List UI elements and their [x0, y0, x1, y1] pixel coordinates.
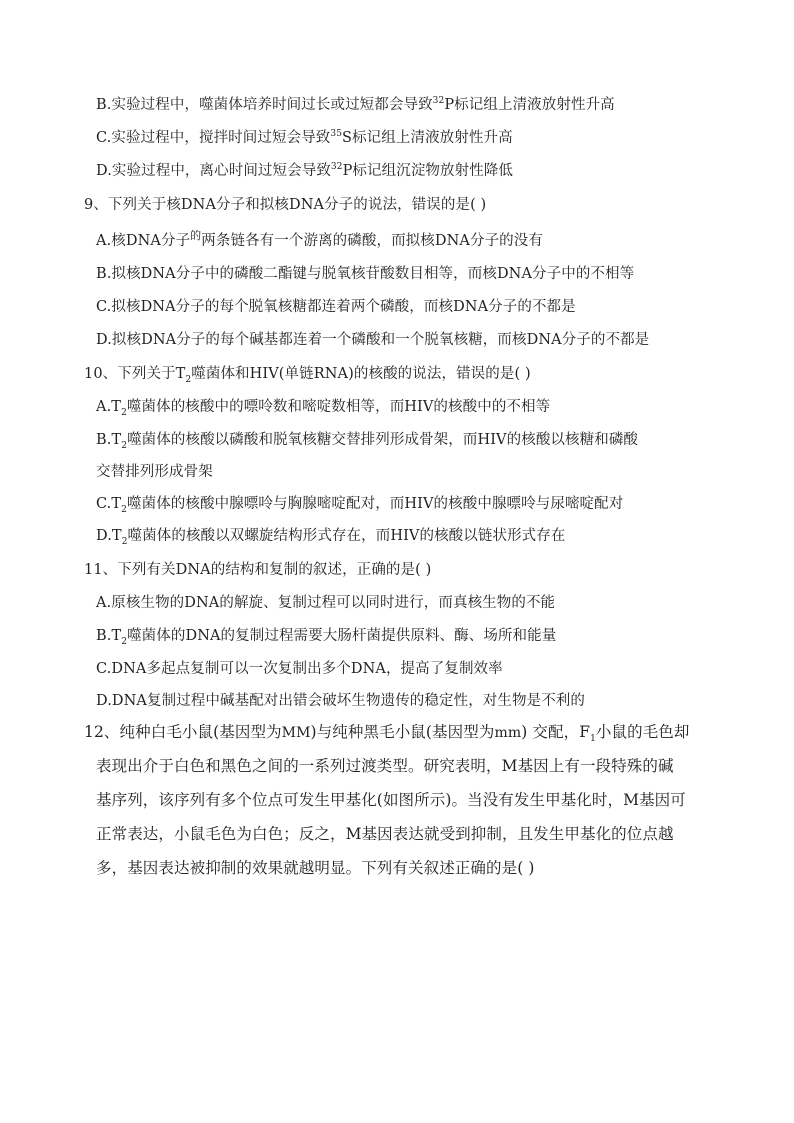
option-9c: C.拟核DNA分子的每个脱氧核糖都连着两个磷酸，而核DNA分子的不都是	[96, 299, 576, 315]
option-8d: D.实验过程中，离心时间过短会导致$^{32}$P标记组沉淀物放射性降低	[96, 162, 514, 179]
question-10-stem: 10、下列关于$T_2$噬菌体和HIV(单链RNA)的核酸的说法，错误的是( )	[84, 366, 531, 385]
question-9-stem: 9、下列关于核DNA分子和拟核DNA分子的说法，错误的是( )	[84, 197, 487, 213]
option-9a: A.核DNA分子$^的$两条链各有一个游离的磷酸，而拟核DNA分子的没有	[96, 229, 543, 249]
option-9d: D.拟核DNA分子的每个碱基都连着一个磷酸和一个脱氧核糖，而核DNA分子的不都是	[96, 332, 650, 348]
option-8b: B.实验过程中，噬菌体培养时间过长或过短都会导致$^{32}$P标记组上清液放射性升高	[96, 96, 615, 113]
option-8c: C.实验过程中，搅拌时间过短会导致$^{35}$S标记组上清液放射性升高	[96, 129, 513, 146]
option-11c: C.DNA多起点复制可以一次复制出多个DNA，提高了复制效率	[96, 661, 503, 677]
question-11-stem: 11、下列有关DNA的结构和复制的叙述，正确的是( )	[84, 562, 432, 578]
question-12-line-3: 基序列，该序列有多个位点可发生甲基化(如图所示)。当没有发生甲基化时，M基因可	[96, 791, 686, 809]
option-9b: B.拟核DNA分子中的磷酸二酯键与脱氧核苷酸数目相等，而核DNA分子中的不相等	[96, 266, 635, 282]
option-10d: $D.T_2$噬菌体的核酸以双螺旋结构形式存在，而HIV的核酸以链状形式存在	[96, 528, 566, 547]
question-12-line-1: 12、纯种白毛小鼠(基因型为MM)与纯种黑毛小鼠(基因型为mm) 交配，$F_1$小鼠的毛色却	[84, 723, 690, 745]
question-12-line-4: 正常表达，小鼠毛色为白色；反之，M基因表达就受到抑制，且发生甲基化的位点越	[96, 825, 674, 843]
option-10c: $C.T_2$噬菌体的核酸中腺嘌呤与胸腺嘧啶配对，而HIV的核酸中腺嘌呤与尿嘧啶配对	[96, 496, 624, 515]
question-12-line-5: 多，基因表达被抑制的效果就越明显。下列有关叙述正确的是( )	[96, 859, 535, 877]
option-11d: D.DNA复制过程中碱基配对出错会破坏生物遗传的稳定性，对生物是不利的	[96, 693, 585, 709]
option-10b: $B.T_2$噬菌体的核酸以磷酸和脱氧核糖交替排列形成骨架，而HIV的核酸以核糖和磷酸	[96, 432, 639, 451]
option-11b: $B.T_2$噬菌体的DNA的复制过程需要大肠杆菌提供原料、酶、场所和能量	[96, 628, 557, 647]
option-10b-cont: 交替排列形成骨架	[96, 464, 213, 480]
option-11a: A.原核生物的DNA的解旋、复制过程可以同时进行，而真核生物的不能	[96, 595, 556, 611]
option-10a: $A.T_2$噬菌体的核酸中的嘌呤数和嘧啶数相等，而HIV的核酸中的不相等	[96, 399, 551, 418]
question-12-line-2: 表现出介于白色和黑色之间的一系列过渡类型。研究表明，M基因上有一段特殊的碱	[96, 757, 674, 775]
